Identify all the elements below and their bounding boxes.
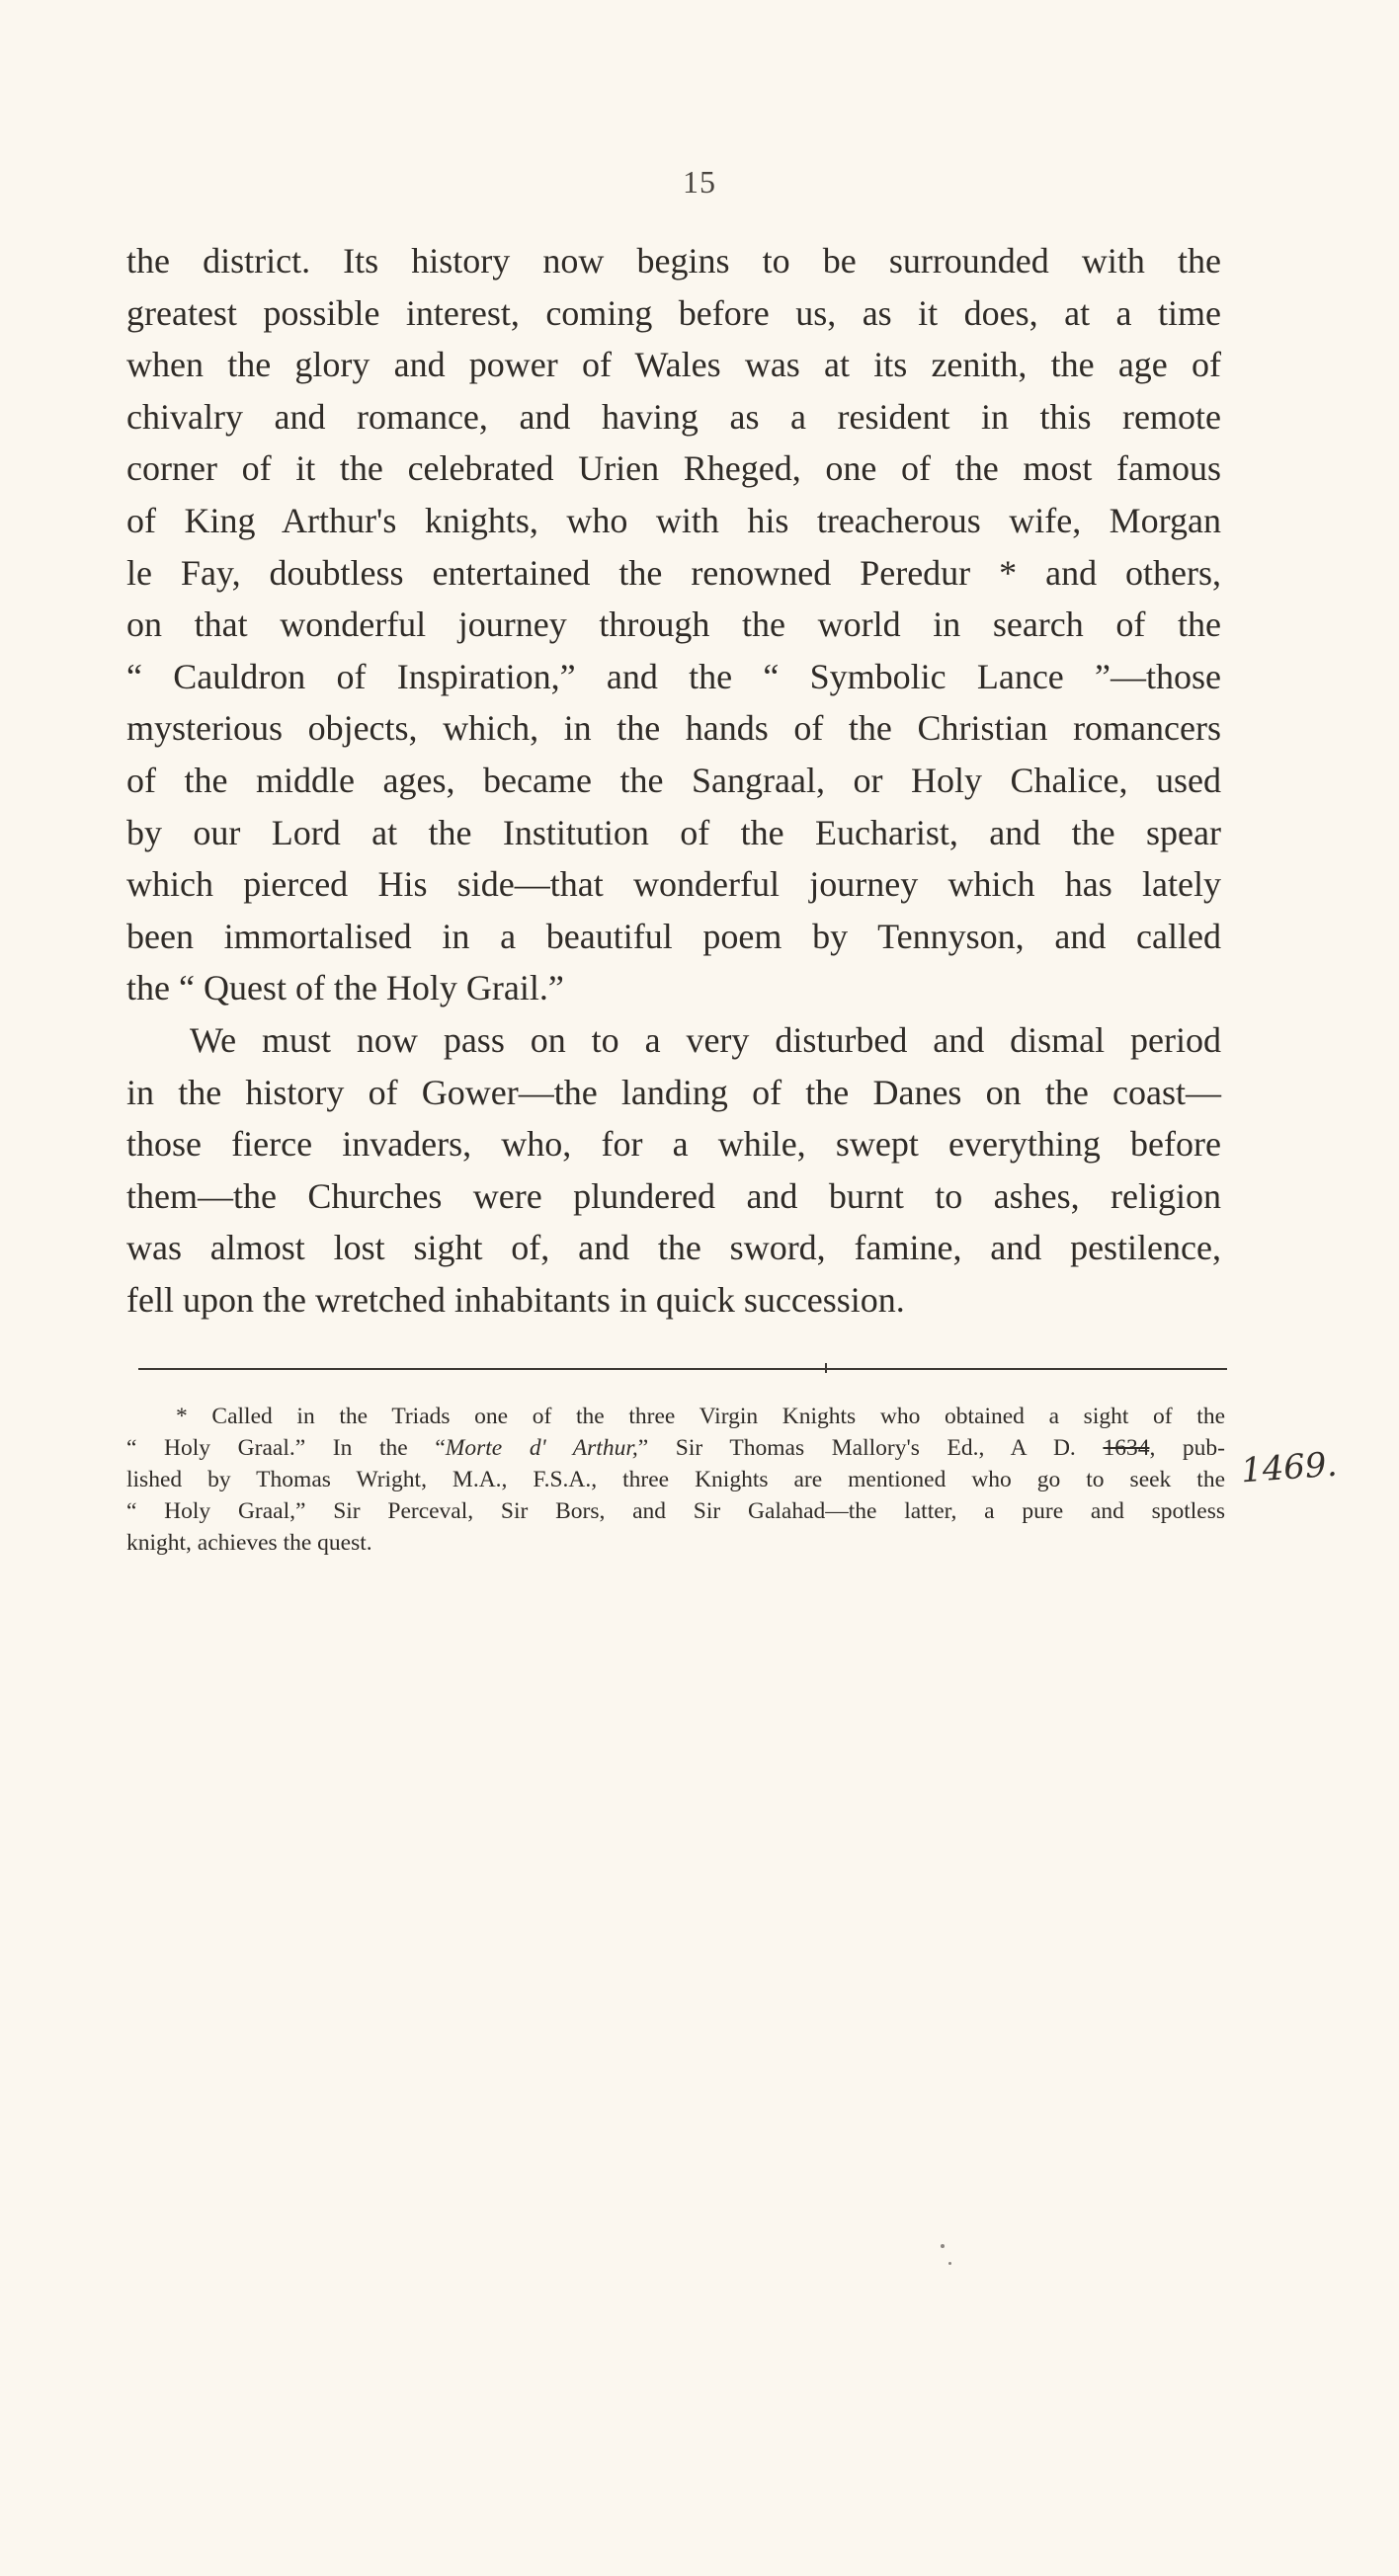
body-line: which pierced His side—that wonderful journey which has lately xyxy=(126,864,1221,905)
body-line: corner of it the celebrated Urien Rheged, one of the most famous xyxy=(126,448,1221,489)
body-line: of King Arthur's knights, who with his treacherous wife, Morgan xyxy=(126,500,1221,540)
footnote-line: * Called in the Triads one of the three Virgin Knights who obtained a sight of the xyxy=(176,1404,1225,1429)
footnote-line: knight, achieves the quest. xyxy=(126,1530,372,1556)
footnote xyxy=(126,1401,1225,1559)
body-line: “ Cauldron of Inspiration,” and the “ Symbolic Lance ”—those xyxy=(126,656,1221,696)
struck-year: 1634 xyxy=(1103,1435,1150,1461)
body-line: le Fay, doubtless entertained the renowned Peredur * and others, xyxy=(126,552,1221,593)
paper-speck xyxy=(948,2262,951,2265)
body-line: them—the Churches were plundered and burnt to ashes, religion xyxy=(126,1175,1221,1216)
body-line: by our Lord at the Institution of the Eucharist, and the spear xyxy=(126,812,1221,852)
body-line: was almost lost sight of, and the sword, famine, and pestilence, xyxy=(126,1228,1221,1268)
body-text xyxy=(126,235,1221,1326)
footnote-line-end: , pub- xyxy=(1149,1435,1226,1461)
body-line: of the middle ages, became the Sangraal, or Holy Chalice, used xyxy=(126,760,1221,800)
divider-notch xyxy=(825,1363,827,1373)
body-line: the “ Quest of the Holy Grail.” xyxy=(126,968,564,1008)
body-line: fell upon the wretched inhabitants in quick succession. xyxy=(126,1279,905,1320)
paper-speck xyxy=(941,2244,945,2248)
footnote-line xyxy=(126,1432,1225,1464)
body-line: in the history of Gower—the landing of the Danes on the coast— xyxy=(126,1072,1221,1112)
body-line: We must now pass on to a very disturbed and dismal period xyxy=(190,1019,1221,1060)
body-line: chivalry and romance, and having as a resident in this remote xyxy=(126,396,1221,437)
body-line: on that wonderful journey through the world in search of the xyxy=(126,604,1221,645)
handwritten-year-annotation: 1469. xyxy=(1239,1444,1339,1491)
body-line: when the glory and power of Wales was at its zenith, the age of xyxy=(126,345,1221,385)
body-line: mysterious objects, which, in the hands of the Christian romancers xyxy=(126,708,1221,749)
body-line: those fierce invaders, who, for a while, swept everything before xyxy=(126,1124,1221,1165)
footnote-line-middle: ” Sir Thomas Mallory's Ed., A D. xyxy=(637,1435,1076,1461)
footnote-italic-title: Morte d' Arthur, xyxy=(445,1435,638,1461)
footnote-line: lished by Thomas Wright, M.A., F.S.A., three Knights are mentioned who go to seek the xyxy=(126,1467,1225,1492)
footnote-line-start: “ Holy Graal.” In the “ xyxy=(126,1435,446,1461)
body-line: been immortalised in a beautiful poem by Tennyson, and called xyxy=(126,916,1221,956)
body-line: greatest possible interest, coming before us, as it does, at a time xyxy=(126,292,1221,333)
body-line: the district. Its history now begins to be surrounded with the xyxy=(126,241,1221,281)
page-number: 15 xyxy=(683,164,716,200)
footnote-line: “ Holy Graal,” Sir Perceval, Sir Bors, and Sir Galahad—the latter, a pure and spotless xyxy=(126,1498,1225,1524)
footnote-divider xyxy=(138,1368,1227,1370)
